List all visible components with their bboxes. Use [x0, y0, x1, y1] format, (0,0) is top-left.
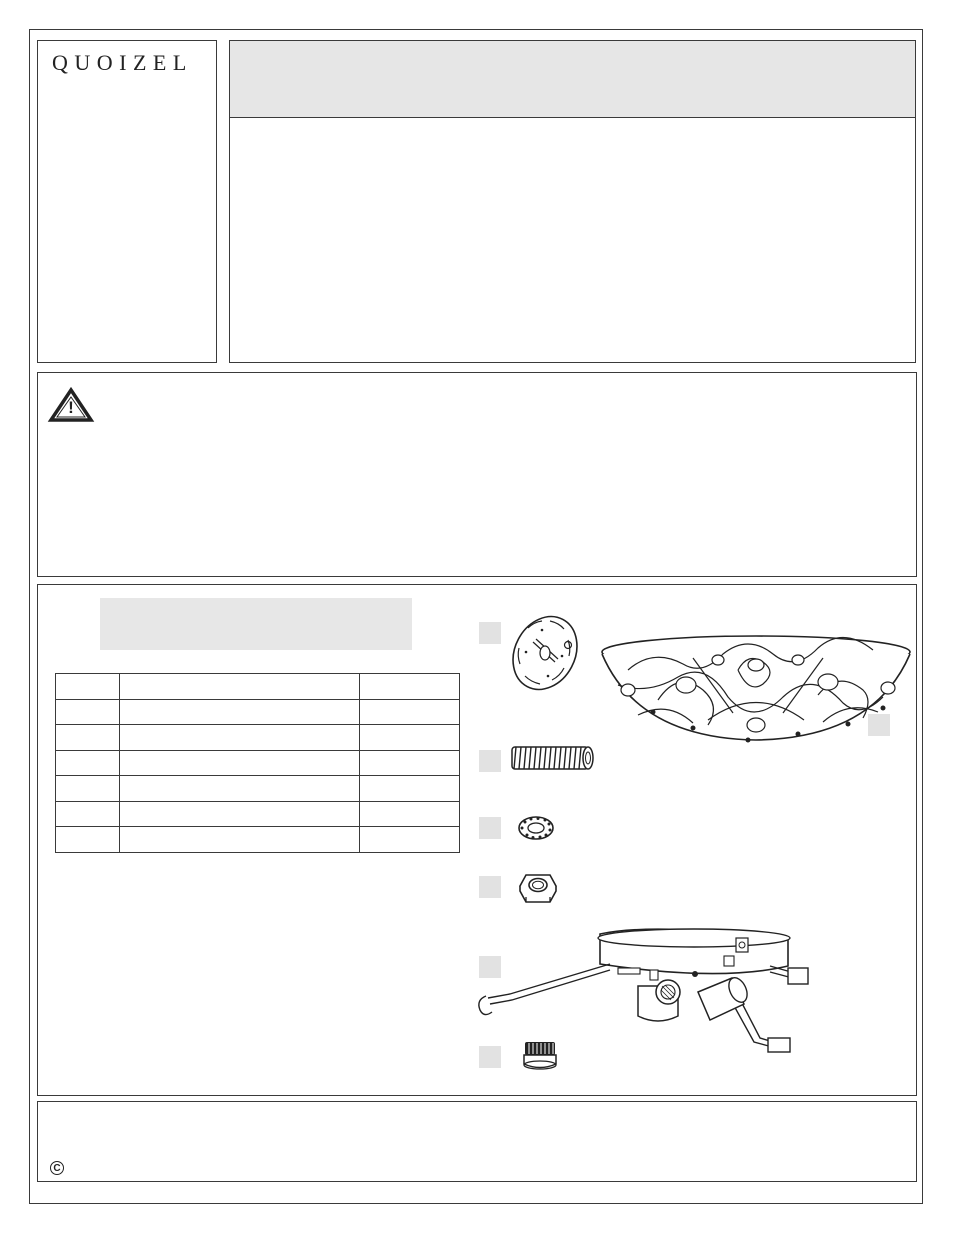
parts-table	[55, 673, 460, 853]
table-row	[56, 827, 460, 853]
table-row	[56, 801, 460, 827]
part-key-b	[479, 750, 501, 772]
brand-logo: QUOIZEL	[52, 50, 193, 75]
threaded-nipple-icon	[509, 742, 595, 774]
copyright-icon: C	[50, 1161, 64, 1175]
table-row	[56, 699, 460, 725]
title-band	[230, 41, 915, 118]
part-key-c	[479, 817, 501, 839]
table-row	[56, 750, 460, 776]
title-panel	[229, 40, 916, 363]
mounting-plate-icon	[506, 612, 584, 694]
logo-panel	[37, 40, 217, 363]
warning-exclamation: !	[68, 398, 74, 417]
hex-nut-icon	[518, 872, 558, 904]
footer-panel	[37, 1101, 917, 1182]
parts-header-band	[100, 598, 412, 650]
part-key-d	[479, 876, 501, 898]
table-row	[56, 674, 460, 700]
glass-bowl-shade-icon	[598, 630, 916, 745]
table-row	[56, 725, 460, 751]
lock-washer-icon	[516, 814, 556, 842]
warning-panel	[37, 372, 917, 577]
table-row	[56, 776, 460, 802]
canopy-socket-cluster-icon	[470, 926, 820, 1058]
part-key-a	[479, 622, 501, 644]
